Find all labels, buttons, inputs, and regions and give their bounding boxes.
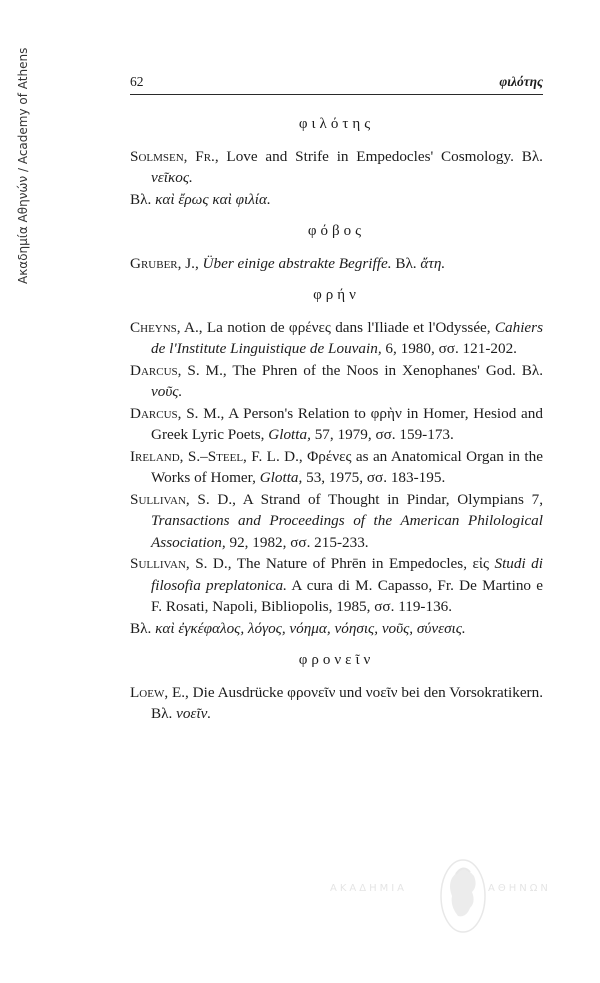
page-content [130,114,543,725]
section-heading: φιλότης [298,116,375,132]
header-rule [130,94,543,95]
entry-text: Βλ. [391,254,421,272]
entry-title: Transactions and Proceedings of the American Philological Association, [151,512,543,551]
bibliography-entry [130,553,543,618]
athena-head-seal-icon [438,856,488,934]
entry-publication: 6, 1980, σσ. 121-202. [381,340,517,357]
page-number: 62 [130,74,144,89]
entry-publication: 53, 1975, σσ. 183-195. [302,469,446,486]
section-heading: φόβος [307,223,366,239]
entry-text: Φρένες as an Anatomical Organ in the Works of Homer, [151,447,543,486]
entry-author: Darcus, S. M., [130,361,227,379]
bibliography-entry [130,489,543,554]
entry-text: Love and Strife in Empedocles' Cosmology. Βλ. [218,147,543,165]
entry-author: Cheyns, A., [130,318,203,336]
entry-author: Sullivan, S. D., [130,490,236,508]
bibliography-entry [130,146,543,189]
entry-text: Die Ausdrücke φρονεῖν und νοεῖν bei den Vorsokratikern. Βλ. [151,683,544,722]
bibliography-entry [130,317,543,360]
see-also-terms: καὶ ἐγκέφαλος, λόγος, νόημα, νόησις, νοῦς, σύνεσις. [155,619,466,637]
entry-cross-reference: ἄτη. [420,254,446,272]
entry-author: Darcus, S. M., [130,404,225,422]
entry-cross-reference: νεῖκος. [151,169,193,186]
entry-publication: 57, 1979, σσ. 159-173. [310,426,454,443]
running-title: φιλότης [499,74,543,89]
entry-author: Sullivan, S. D., [130,555,232,572]
entry-author: Gruber, J., [130,254,199,272]
entry-text: The Phren of the Noos in Xenophanes' God. Βλ. [226,361,544,379]
watermark-text-left: ΑΚΑΔΗΜΙΑ [330,883,408,894]
entry-title: Studi di filosofia preplatonica. [151,555,543,594]
entry-cross-reference: νοεῖν. [176,705,212,722]
entry-title: Über einige abstrakte Begriffe. [202,254,392,272]
entry-text: The Nature of Phrēn in Empedocles, εἰς [231,555,495,572]
see-also-prefix: Βλ. [130,190,156,208]
entry-text: A Strand of Thought in Pindar, Olympians 7, [235,490,544,508]
entry-author: Loew, E., [130,683,189,701]
entry-author: Ireland, S.–Steel, F. L. D., [130,447,303,465]
entry-title: Cahiers de l'Institute Linguistique de Louvain, [151,318,543,357]
see-also-prefix: Βλ. [130,619,156,637]
entry-text: A Person's Relation to φρὴν in Homer, Hesiod and Greek Lyric Poets, [151,404,543,443]
see-also-line [130,189,543,211]
section-heading: φρονεῖν [298,652,375,668]
entry-title: Glotta, [259,469,303,486]
entry-title: Glotta, [268,426,311,443]
bibliography-entry [130,403,543,446]
entry-cross-reference: νοῦς. [151,383,183,400]
page-header [130,74,543,90]
bibliography-entry [130,253,543,275]
entry-publication: 92, 1982, σσ. 215-233. [225,533,369,551]
entry-author: Solmsen, Fr., [130,147,219,165]
see-also-line [130,618,543,640]
entry-publication: A cura di M. Capasso, Fr. De Martino e F. Rosati, Napoli, Bibliopolis, 1985, σσ. 119-136. [151,576,544,615]
side-archive-label: Ακαδημία Αθηνών / Academy of Athens [16,47,30,284]
see-also-terms: καὶ ἔρως καὶ φιλία. [155,190,271,208]
academy-watermark [330,850,560,940]
bibliography-entry [130,360,543,403]
section-heading: φρήν [313,287,360,303]
bibliography-entry [130,682,543,725]
bibliography-entry [130,446,543,489]
entry-text: La notion de φρένες dans l'Iliade et l'Odyssée, [202,318,495,336]
watermark-text-right: ΑΘΗΝΩΝ [488,883,551,894]
